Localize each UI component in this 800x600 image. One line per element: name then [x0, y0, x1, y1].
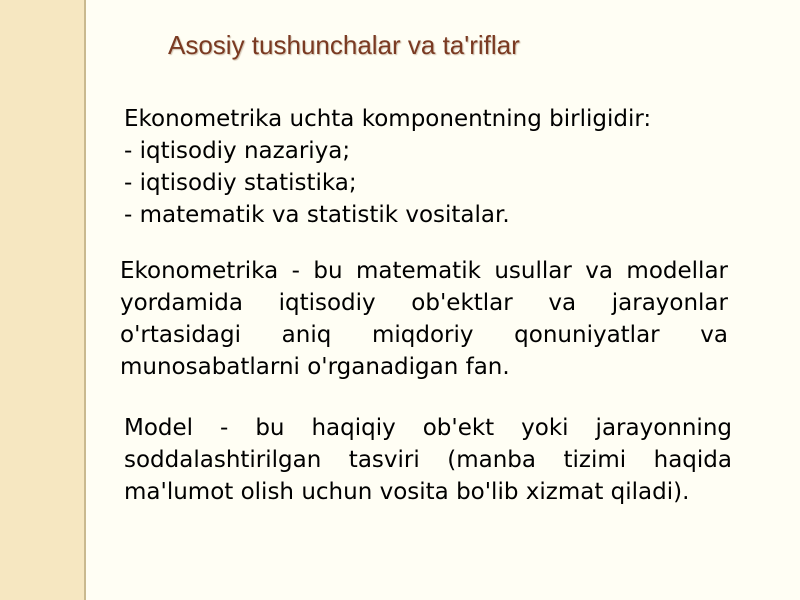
- component-item-statistics: - iqtisodiy statistika;: [124, 170, 357, 196]
- slide-title: Asosiy tushunchalar va ta'riflar: [168, 30, 520, 60]
- econometrics-definition: Ekonometrika - bu matematik usullar va modellar yordamida iqtisodiy ob'ektlar va jarayonlar o'rtasidagi aniq miqdoriy qonuniyatlar va munosabatlarni o'rganadigan fan.: [120, 258, 728, 380]
- decorative-side-bar: [0, 0, 86, 600]
- component-item-tools: - matematik va statistik vositalar.: [124, 202, 510, 228]
- model-definition: Model - bu haqiqiy ob'ekt yoki jarayonning soddalashtirilgan tasviri (manba tizimi haqida ma'lumot olish uchun vosita bo'lib xizmat qiladi).: [124, 415, 732, 505]
- components-intro: Ekonometrika uchta komponentning birligidir:: [124, 106, 652, 132]
- component-item-theory: - iqtisodiy nazariya;: [124, 138, 351, 164]
- components-block: [124, 103, 764, 231]
